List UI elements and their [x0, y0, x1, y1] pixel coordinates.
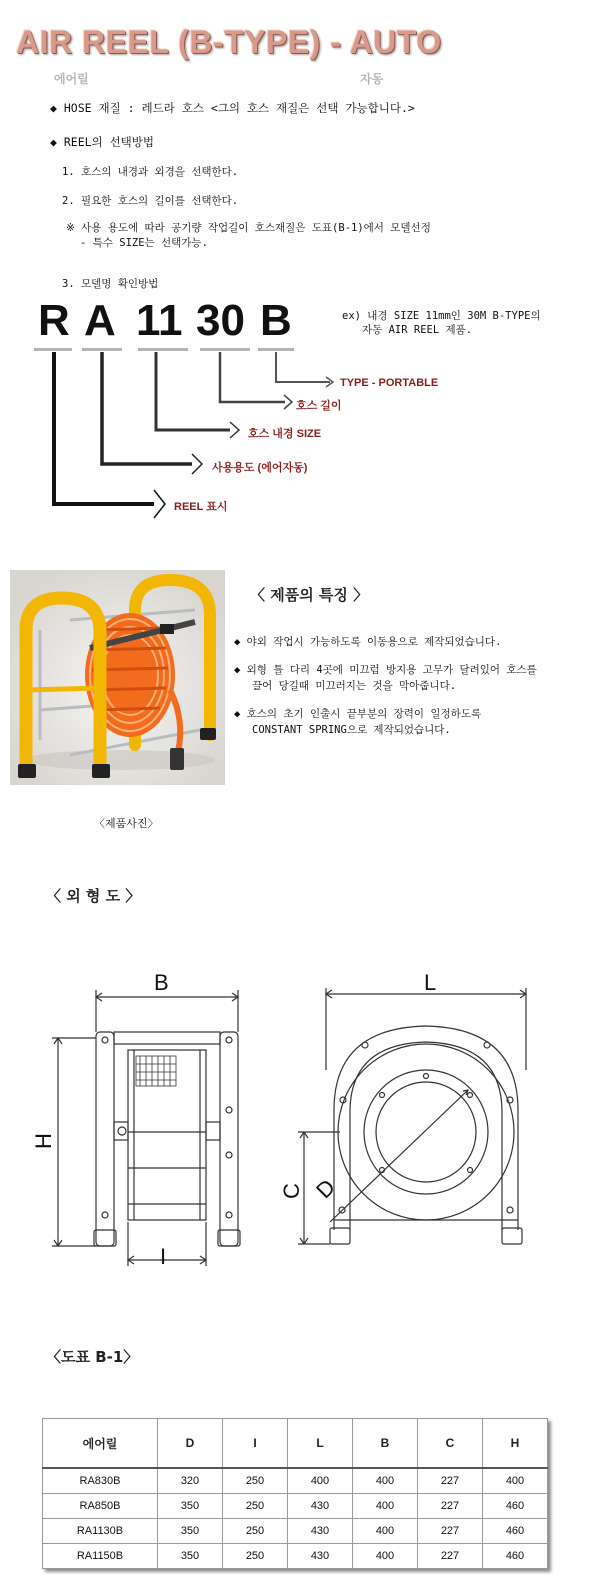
dim-label-d: D — [311, 1174, 341, 1204]
cell-l: 430 — [288, 1494, 353, 1519]
cell-b: 400 — [353, 1494, 418, 1519]
table-row — [43, 1519, 548, 1544]
label-usage: 사용용도 (에어자동) — [212, 462, 308, 474]
cell-b: 400 — [353, 1544, 418, 1569]
cell-d: 350 — [158, 1544, 223, 1569]
cell-b: 400 — [353, 1468, 418, 1494]
spec-table — [42, 1418, 548, 1569]
product-photo — [10, 570, 225, 785]
cell-c: 227 — [418, 1519, 483, 1544]
feature-2-line-1: ◆ 외형 틀 다리 4곳에 미끄럼 방지용 고무가 달려있어 호스를 — [234, 664, 537, 676]
features-heading: 〈 제품의 특징 〉 — [250, 586, 369, 604]
cell-h: 460 — [483, 1519, 548, 1544]
dim-label-i: I — [160, 1244, 167, 1269]
cell-model: RA1130B — [43, 1519, 158, 1544]
note-2: - 특수 SIZE는 선택가능. — [80, 237, 208, 249]
cell-c: 227 — [418, 1544, 483, 1569]
table-header-row — [43, 1419, 548, 1469]
label-type-portable: TYPE - PORTABLE — [340, 377, 439, 389]
cell-h: 460 — [483, 1544, 548, 1569]
table-row — [43, 1468, 548, 1494]
cell-h: 400 — [483, 1468, 548, 1494]
cell-l: 430 — [288, 1519, 353, 1544]
cell-c: 227 — [418, 1468, 483, 1494]
dim-label-c: C — [278, 1183, 304, 1199]
label-hose-length: 호스 길이 — [296, 400, 342, 412]
code-letter-r: R — [38, 296, 70, 345]
cell-b: 400 — [353, 1519, 418, 1544]
col-c: C — [418, 1419, 483, 1469]
outline-heading: 〈 외 형 도 〉 — [46, 887, 141, 905]
dim-label-h: H — [30, 1133, 56, 1149]
step-3: 3. 모델명 확인방법 — [62, 278, 159, 290]
dim-label-b: B — [154, 970, 169, 995]
cell-c: 227 — [418, 1494, 483, 1519]
col-model: 에어릴 — [43, 1419, 158, 1469]
cell-model: RA850B — [43, 1494, 158, 1519]
table-heading: 〈도표 B-1〉 — [46, 1348, 139, 1366]
cell-d: 320 — [158, 1468, 223, 1494]
photo-caption: 〈제품사진〉 — [94, 817, 159, 830]
cell-model: RA1150B — [43, 1544, 158, 1569]
dim-label-l: L — [424, 970, 437, 995]
code-hose-size: 11 — [136, 296, 183, 345]
cell-d: 350 — [158, 1519, 223, 1544]
cell-i: 250 — [223, 1519, 288, 1544]
hose-material-line: ◆ HOSE 재질 : 레드라 호스 <그의 호스 재질은 선택 가능합니다.> — [50, 101, 415, 115]
code-hose-length: 30 — [196, 296, 245, 345]
col-b: B — [353, 1419, 418, 1469]
col-i: I — [223, 1419, 288, 1469]
feature-3-line-1: ◆ 호스의 초기 인출시 끝부분의 장력이 일정하도록 — [234, 708, 482, 720]
cell-l: 400 — [288, 1468, 353, 1494]
feature-2-line-2: 끌어 당길때 미끄러지는 것을 막아줍니다. — [252, 680, 457, 692]
example-line-2: 자동 AIR REEL 제품. — [362, 324, 473, 336]
cell-h: 460 — [483, 1494, 548, 1519]
label-reel-mark: REEL 표시 — [174, 501, 228, 513]
col-l: L — [288, 1419, 353, 1469]
col-h: H — [483, 1419, 548, 1469]
subtitle-korean: 에어릴 — [54, 72, 89, 86]
table-row — [43, 1544, 548, 1569]
cell-d: 350 — [158, 1494, 223, 1519]
code-letter-b: B — [260, 296, 292, 345]
step-2: 2. 필요한 호스의 길이를 선택한다. — [62, 195, 239, 207]
feature-3-line-2: CONSTANT SPRING으로 제작되었습니다. — [252, 724, 451, 736]
reel-selection-heading: ◆ REEL의 선택방법 — [50, 135, 155, 149]
cell-i: 250 — [223, 1544, 288, 1569]
subtitle-auto: 자동 — [360, 72, 384, 86]
cell-l: 430 — [288, 1544, 353, 1569]
outline-drawing — [30, 960, 570, 1290]
cell-model: RA830B — [43, 1468, 158, 1494]
page-title: AIR REEL (B-TYPE) - AUTO — [16, 24, 442, 60]
feature-1: ◆ 야외 작업시 가능하도록 이동용으로 제작되었습니다. — [234, 636, 502, 648]
col-d: D — [158, 1419, 223, 1469]
code-letter-a: A — [84, 296, 116, 345]
cell-i: 250 — [223, 1494, 288, 1519]
table-row — [43, 1494, 548, 1519]
step-1: 1. 호스의 내경과 외경을 선택한다. — [62, 166, 239, 178]
label-hose-size: 호스 내경 SIZE — [248, 428, 322, 440]
cell-i: 250 — [223, 1468, 288, 1494]
example-line-1: ex) 내경 SIZE 11mm인 30M B-TYPE의 — [342, 310, 541, 322]
note-1: ※ 사용 용도에 따라 공기량 작업길이 호스재질은 도표(B-1)에서 모델선정 — [66, 222, 431, 234]
